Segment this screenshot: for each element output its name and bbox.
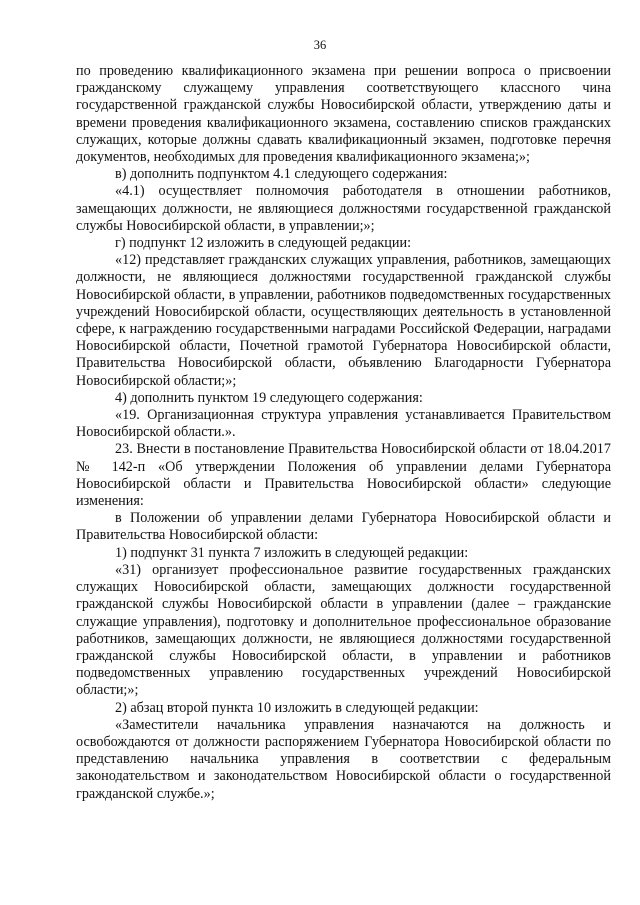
page-number: 36 bbox=[313, 38, 327, 52]
paragraph-3: «4.1) осуществляет полномочия работодателя в отношении работников, замещающих должности, не являющиеся должностями государственной гражданской службы Новосибирской области, в управлении;»; bbox=[76, 183, 611, 234]
paragraph-12: 2) абзац второй пункта 10 изложить в следующей редакции: bbox=[115, 699, 479, 716]
paragraph-5: «12) представляет гражданских служащих управления, работников, замещающих должности, не являющиеся должностями государственной гражданской службы Новосибирской области, в управлении, работников подведомственных государственных учреждений Новосибирской области, осуществляющих деятельность в установленной сфере, к награждению государственными наградами Российской Федерации, наградами Новосибирской области, Почетной грамотой Губернатора Новосибирской области, Правительства Новосибирской области, объявлению Благодарности Губернатора Новосибирской области;»; bbox=[76, 252, 611, 389]
paragraph-4: г) подпункт 12 изложить в следующей редакции: bbox=[115, 235, 412, 252]
paragraph-6: 4) дополнить пунктом 19 следующего содержания: bbox=[115, 389, 423, 406]
paragraph-11: «31) организует профессиональное развитие государственных гражданских служащих Новосибирской области, замещающих должности государственной гражданской службы Новосибирской области в управлении (далее – гражданские служащие управления), подготовку и дополнительное профессиональное образование работников, замещающих должности, не являющиеся должностями государственной гражданской службы Новосибирской области, в управлении и работников подведомственных управлению государственных учреждений Новосибирской области;»; bbox=[76, 561, 611, 699]
paragraph-13: «Заместители начальника управления назначаются на должность и освобождаются от должности распоряжением Губернатора Новосибирской области по представлению начальника управления в соответствии с федеральным законодательством и законодательством Новосибирской области о государственной гражданской службе.»; bbox=[76, 716, 611, 802]
paragraph-9: в Положении об управлении делами Губернатора Новосибирской области и Правительства Новосибирской области: bbox=[76, 510, 611, 544]
paragraph-8: 23. Внести в постановление Правительства Новосибирской области от 18.04.2017 № 142-п «Об утверждении Положения об управлении делами Губернатора Новосибирской области и Правительства Новосибирской области» следующие изменения: bbox=[76, 441, 611, 510]
paragraph-10: 1) подпункт 31 пункта 7 изложить в следующей редакции: bbox=[115, 544, 469, 561]
paragraph-7: «19. Организационная структура управления устанавливается Правительством Новосибирской области.». bbox=[76, 407, 611, 441]
paragraph-2: в) дополнить подпунктом 4.1 следующего содержания: bbox=[115, 166, 448, 183]
paragraph-1: по проведению квалификационного экзамена при решении вопроса о присвоении гражданскому служащему управления соответствующего классного чина государственной гражданской службы Новосибирской области, утверждению даты и времени проведения квалификационного экзамена, составлению списков гражданских служащих, которые должны сдавать квалификационный экзамен, подготовке перечня документов, необходимых для проведения квалификационного экзамена;»; bbox=[76, 63, 611, 166]
document-body bbox=[76, 63, 611, 803]
